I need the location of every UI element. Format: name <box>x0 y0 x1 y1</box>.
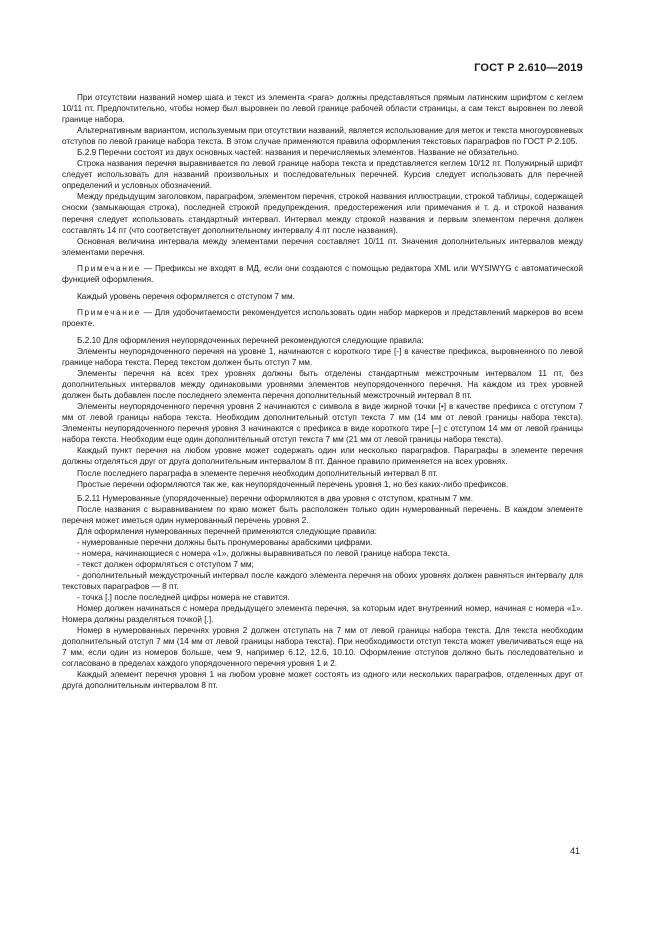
list-item: - дополнительный междустрочный интервал после каждого элемента перечня на обоих уровнях должен равняться интервалу для текстовых параграфов — 8 пт. <box>62 570 583 591</box>
list-item: - точка [.] после последней цифры номера не ставится. <box>77 593 290 603</box>
list-item: - номера, начинающиеся с номера «1», должны выравниваться по левой границе набора текста. <box>77 548 450 558</box>
note-text: — Для удобочитаемости рекомендуется использовать один набор маркеров и представлений маркеров во всем проекте. <box>62 308 583 329</box>
paragraph: Простые перечни оформляются так же, как неупорядоченный перечень уровня 1, но без каких-либо префиксов. <box>77 479 509 489</box>
paragraph: При отсутствии названий номер шага и текст из элемента <para> должны представляться прямым латинским шрифтом с кеглем 10/11 пт. Предпочтительно, чтобы номер был выровнен по левой границе рабочей области страницы, а сам текст выровнен по левой границе набора. <box>62 93 583 125</box>
paragraph: Элементы неупорядоченного перечня на уровне 1, начинаются с короткого тире [-] в качестве префикса, выровненного по левой границе набора текста. Перед текстом должен быть отступ 7 мм. <box>62 346 583 368</box>
list-item: - нумерованные перечни должны быть пронумерованы арабскими цифрами. <box>77 537 373 547</box>
standard-header: ГОСТ Р 2.610—2019 <box>474 62 583 74</box>
paragraph: Номер в нумерованных перечнях уровня 2 должен отступать на 7 мм от левой границы набора текста. Для текста необходим дополнительный отступ 7 мм (14 мм от левой границы набора текста). При необходимости отступ текста может увеличиваться еще на 7 мм, если один из номеров больше, чем 9, например 6.12, 12.6, 10.10. Оформление отступов должно быть последовательно и согласовано в пределах каждого упорядоченного перечня уровня 1 и 2. <box>62 626 583 669</box>
paragraph: После последнего параграфа в элементе перечня необходим дополнительный интервал 8 пт. <box>77 468 438 478</box>
paragraph: Строка названия перечня выравнивается по левой границе набора текста и представляется кеглем 10/12 пт. Полужирный шрифт следует использовать для названий произвольных и последовательных перечней. Курсив следует использовать для перечней определений и условных обозначений. <box>62 159 583 191</box>
paragraph: После названия с выравниванием по краю может быть расположен только один нумерованный перечень. В каждом элементе перечня может иметься один нумерованный перечень уровня 2. <box>62 504 583 525</box>
paragraph: Каждый уровень перечня оформляется с отступом 7 мм. <box>77 291 295 301</box>
paragraph: Для оформления нумерованных перечней применяются следующие правила: <box>77 526 377 536</box>
paragraph: Между предыдущим заголовком, параграфом, элементом перечня, строкой названия иллюстрации, строкой таблицы, содержащей сноски (замыкающая строка), последней строкой предупреждения, предостережения или примечания и т. д. и строкой названия перечня следует использовать стандартный интервал. Интервал между строкой названия и первым элементом перечня должен составлять 14 пт (что соответствует дополнительному интервалу 4 пт после названия). <box>62 192 583 235</box>
paragraph: Элементы перечня на всех трех уровнях должны быть отделены стандартным межстрочным интервалом 11 пт, без дополнительных интервалов между одинаковыми уровнями элементов неупорядоченного перечня. На каждом из трех уровней должен быть добавлен после последнего элемента перечня дополнительный межстрочный интервал 8 пт. <box>62 369 583 401</box>
body-text <box>62 92 583 691</box>
paragraph: Номер должен начинаться с номера предыдущего элемента перечня, за которым идет внутренний номер, начиная с номера «1». Номера должны разделяться точкой [.]. <box>62 604 583 625</box>
note-label: Примечание <box>77 264 141 274</box>
paragraph: Б.2.9 Перечни состоят из двух основных частей: названия и перечисляемых элементов. Название не обязательно. <box>77 148 520 158</box>
list-item: - текст должен оформляться с отступом 7 мм; <box>77 559 254 569</box>
note-paragraph <box>62 263 583 285</box>
paragraph: Каждый элемент перечня уровня 1 на любом уровне может состоять из одного или нескольких параграфов, отделенных друг от друга дополнительным интервалом 8 пт. <box>62 670 583 691</box>
note-label: Примечание <box>77 308 141 318</box>
page-number: 41 <box>569 846 580 856</box>
note-text: — Префиксы не входят в МД, если они создаются с помощью редактора XML или WYSIWYG с автоматической функцией оформления. <box>62 264 583 285</box>
paragraph: Б.2.10 Для оформления неупорядоченных перечней рекомендуются следующие правила: <box>77 335 424 345</box>
note-paragraph <box>62 307 583 329</box>
paragraph: Б.2.11 Нумерованные (упорядоченные) перечни оформляются в два уровня с отступом, кратным 7 мм. <box>77 493 473 503</box>
paragraph: Каждый пункт перечня на любом уровне может содержать один или несколько параграфов. Параграфы в элементе перечня должны отделяться друг от друга дополнительным интервалом 8 пт. Данное правило применяется на всех уровнях. <box>62 446 583 467</box>
paragraph: Основная величина интервала между элементами перечня составляет 10/11 пт. Значения дополнительных интервалов между элементами перечня. <box>62 236 583 257</box>
paragraph: Альтернативным вариантом, используемым при отсутствии названий, является использование для меток и текста многоуровневых отступов по левой границе набора текста. В этом случае применяются правила оформления текстовых параграфов по ГОСТ Р 2.105. <box>62 126 583 147</box>
paragraph: Элементы неупорядоченного перечня уровня 2 начинаются с символа в виде жирной точки [•] в качестве префикса с отступом 7 мм от левой границы набора текста. Необходим дополнительный отступ текста 7 мм (14 мм от левой границы набора текста). Элементы неупорядоченного перечня уровня 3 начинаются с префикса в виде короткого тире [–] с отступом 14 мм от левой границы набора текста. Необходим еще один дополнительный отступ текста 7 мм (21 мм от левой границы набора текста). <box>62 402 583 445</box>
